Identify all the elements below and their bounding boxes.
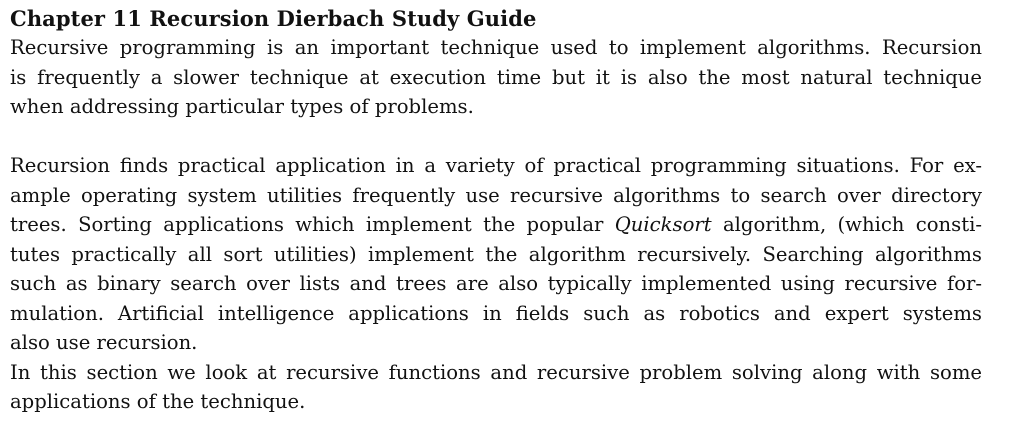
paragraph-line: also use recursion. (10, 331, 198, 354)
paragraph-line: is frequently a slower technique at execution time but it is also the most natural technique (10, 65, 982, 89)
paragraph-section-overview (10, 358, 982, 417)
paragraph-text: algorithm, (which consti- (711, 213, 982, 236)
paragraph-line: tutes practically all sort utilities) implement the algorithm recursively. Searching algorithms (10, 242, 982, 266)
paragraph-line: In this section we look at recursive functions and recursive problem solving along with some (10, 360, 982, 384)
document-page (10, 4, 982, 417)
paragraph-text: trees. Sorting applications which implement the popular (10, 213, 615, 236)
paragraph-line (10, 210, 982, 240)
paragraph-line: applications of the technique. (10, 390, 306, 413)
paragraph-line: mulation. Artificial intelligence applications in fields such as robotics and expert systems (10, 301, 982, 325)
quicksort-term: Quicksort (614, 213, 712, 236)
paragraph-line: Recursive programming is an important technique used to implement algorithms. Recursion (10, 36, 982, 59)
document-title: Chapter 11 Recursion Dierbach Study Guide (10, 6, 537, 31)
paragraph-introduction (10, 33, 982, 122)
paragraph-applications (10, 151, 982, 358)
paragraph-line: ample operating system utilities frequently use recursive algorithms to search over directory (10, 183, 982, 207)
paragraph-line: such as binary search over lists and trees are also typically implemented using recursive for- (10, 272, 982, 295)
paragraph-line: Recursion finds practical application in a variety of practical programming situations. For ex- (10, 154, 982, 177)
paragraph-line: when addressing particular types of problems. (10, 95, 474, 118)
